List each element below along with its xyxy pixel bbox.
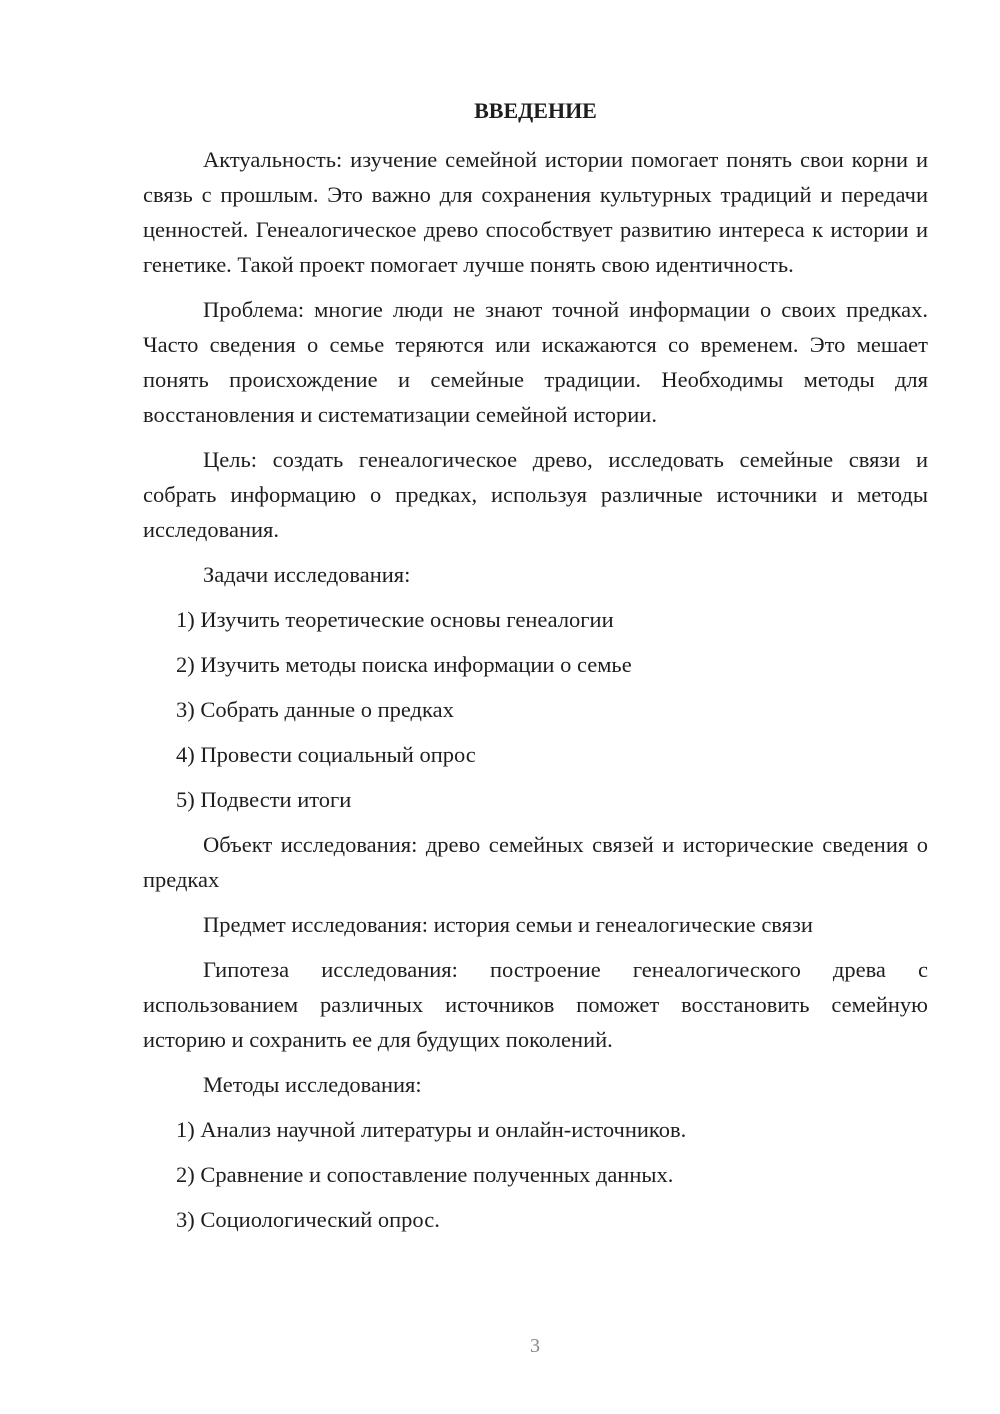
page-content: [143, 96, 928, 1237]
task-item-2: 2) Изучить методы поиска информации о семье: [176, 652, 632, 677]
task-item-5: 5) Подвести итоги: [176, 787, 352, 812]
tasks-heading: Задачи исследования:: [203, 562, 411, 587]
section-title: ВВЕДЕНИЕ: [474, 98, 597, 123]
task-item-1: 1) Изучить теоретические основы генеалогии: [176, 607, 614, 632]
task-item-4: 4) Провести социальный опрос: [176, 742, 476, 767]
relevance-paragraph: Актуальность: изучение семейной истории помогает понять свои корни и связь с прошлым. Это важно для сохранения культурных традиций и передачи ценностей. Генеалогическое древо способствует развитию интереса к истории и генетике. Такой проект помогает лучше понять свою идентичность.: [143, 147, 928, 277]
page-number: 3: [530, 1335, 540, 1357]
method-item-1: 1) Анализ научной литературы и онлайн-источников.: [176, 1117, 687, 1142]
problem-paragraph: Проблема: многие люди не знают точной информации о своих предках. Часто сведения о семье теряются или искажаются со временем. Это мешает понять происхождение и семейные традиции. Необходимы методы для восстановления и систематизации семейной истории.: [143, 297, 928, 427]
subject-paragraph: Предмет исследования: история семьи и генеалогические связи: [203, 912, 813, 937]
task-item-3: 3) Собрать данные о предках: [176, 697, 454, 722]
tasks-list: [143, 602, 928, 817]
hypothesis-paragraph: Гипотеза исследования: построение генеалогического древа с использованием различных источников поможет восстановить семейную историю и сохранить ее для будущих поколений.: [143, 957, 928, 1052]
methods-list: [143, 1112, 928, 1237]
method-item-3: 3) Социологический опрос.: [176, 1207, 440, 1232]
methods-heading: Методы исследования:: [203, 1072, 422, 1097]
goal-paragraph: Цель: создать генеалогическое древо, исследовать семейные связи и собрать информацию о предках, используя различные источники и методы исследования.: [143, 447, 928, 542]
object-paragraph: Объект исследования: древо семейных связей и исторические сведения о предках: [143, 832, 928, 892]
method-item-2: 2) Сравнение и сопоставление полученных данных.: [176, 1162, 674, 1187]
